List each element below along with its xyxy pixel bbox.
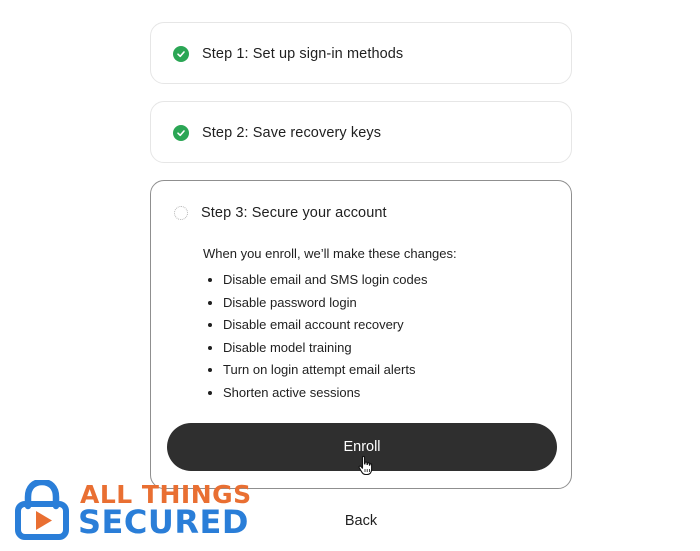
step-3-row xyxy=(174,184,387,242)
changes-list xyxy=(203,269,457,405)
changes-intro: When you enroll, we’ll make these changes: xyxy=(203,246,457,261)
changes-section xyxy=(203,245,457,405)
lock-play-icon xyxy=(14,480,70,540)
change-item: • Disable email account recovery xyxy=(223,314,457,337)
check-circle-icon xyxy=(173,46,189,62)
step-1-title: Step 1: Set up sign-in methods xyxy=(202,46,404,62)
step-2-title: Step 2: Save recovery keys xyxy=(202,125,382,141)
check-circle-icon xyxy=(173,125,189,141)
pending-circle-icon xyxy=(174,206,188,220)
step-3-title: Step 3: Secure your account xyxy=(201,205,387,221)
back-link[interactable]: Back xyxy=(344,513,378,529)
step-1-card xyxy=(150,22,572,84)
change-item: • Disable password login xyxy=(223,292,457,315)
step-1-row xyxy=(173,23,403,85)
change-item: • Disable email and SMS login codes xyxy=(223,269,457,292)
change-item: • Disable model training xyxy=(223,337,457,360)
step-2-row xyxy=(173,102,381,164)
logo-text-line2: SECURED xyxy=(78,503,249,541)
enroll-button[interactable]: Enroll xyxy=(167,423,557,471)
all-things-secured-logo xyxy=(14,480,276,540)
step-3-card xyxy=(150,180,572,489)
logo-text-line1: ALL THINGS xyxy=(80,480,252,509)
change-item: • Turn on login attempt email alerts xyxy=(223,359,457,382)
hand-pointer-cursor-icon xyxy=(357,455,375,477)
change-item: • Shorten active sessions xyxy=(223,382,457,405)
step-2-card xyxy=(150,101,572,163)
